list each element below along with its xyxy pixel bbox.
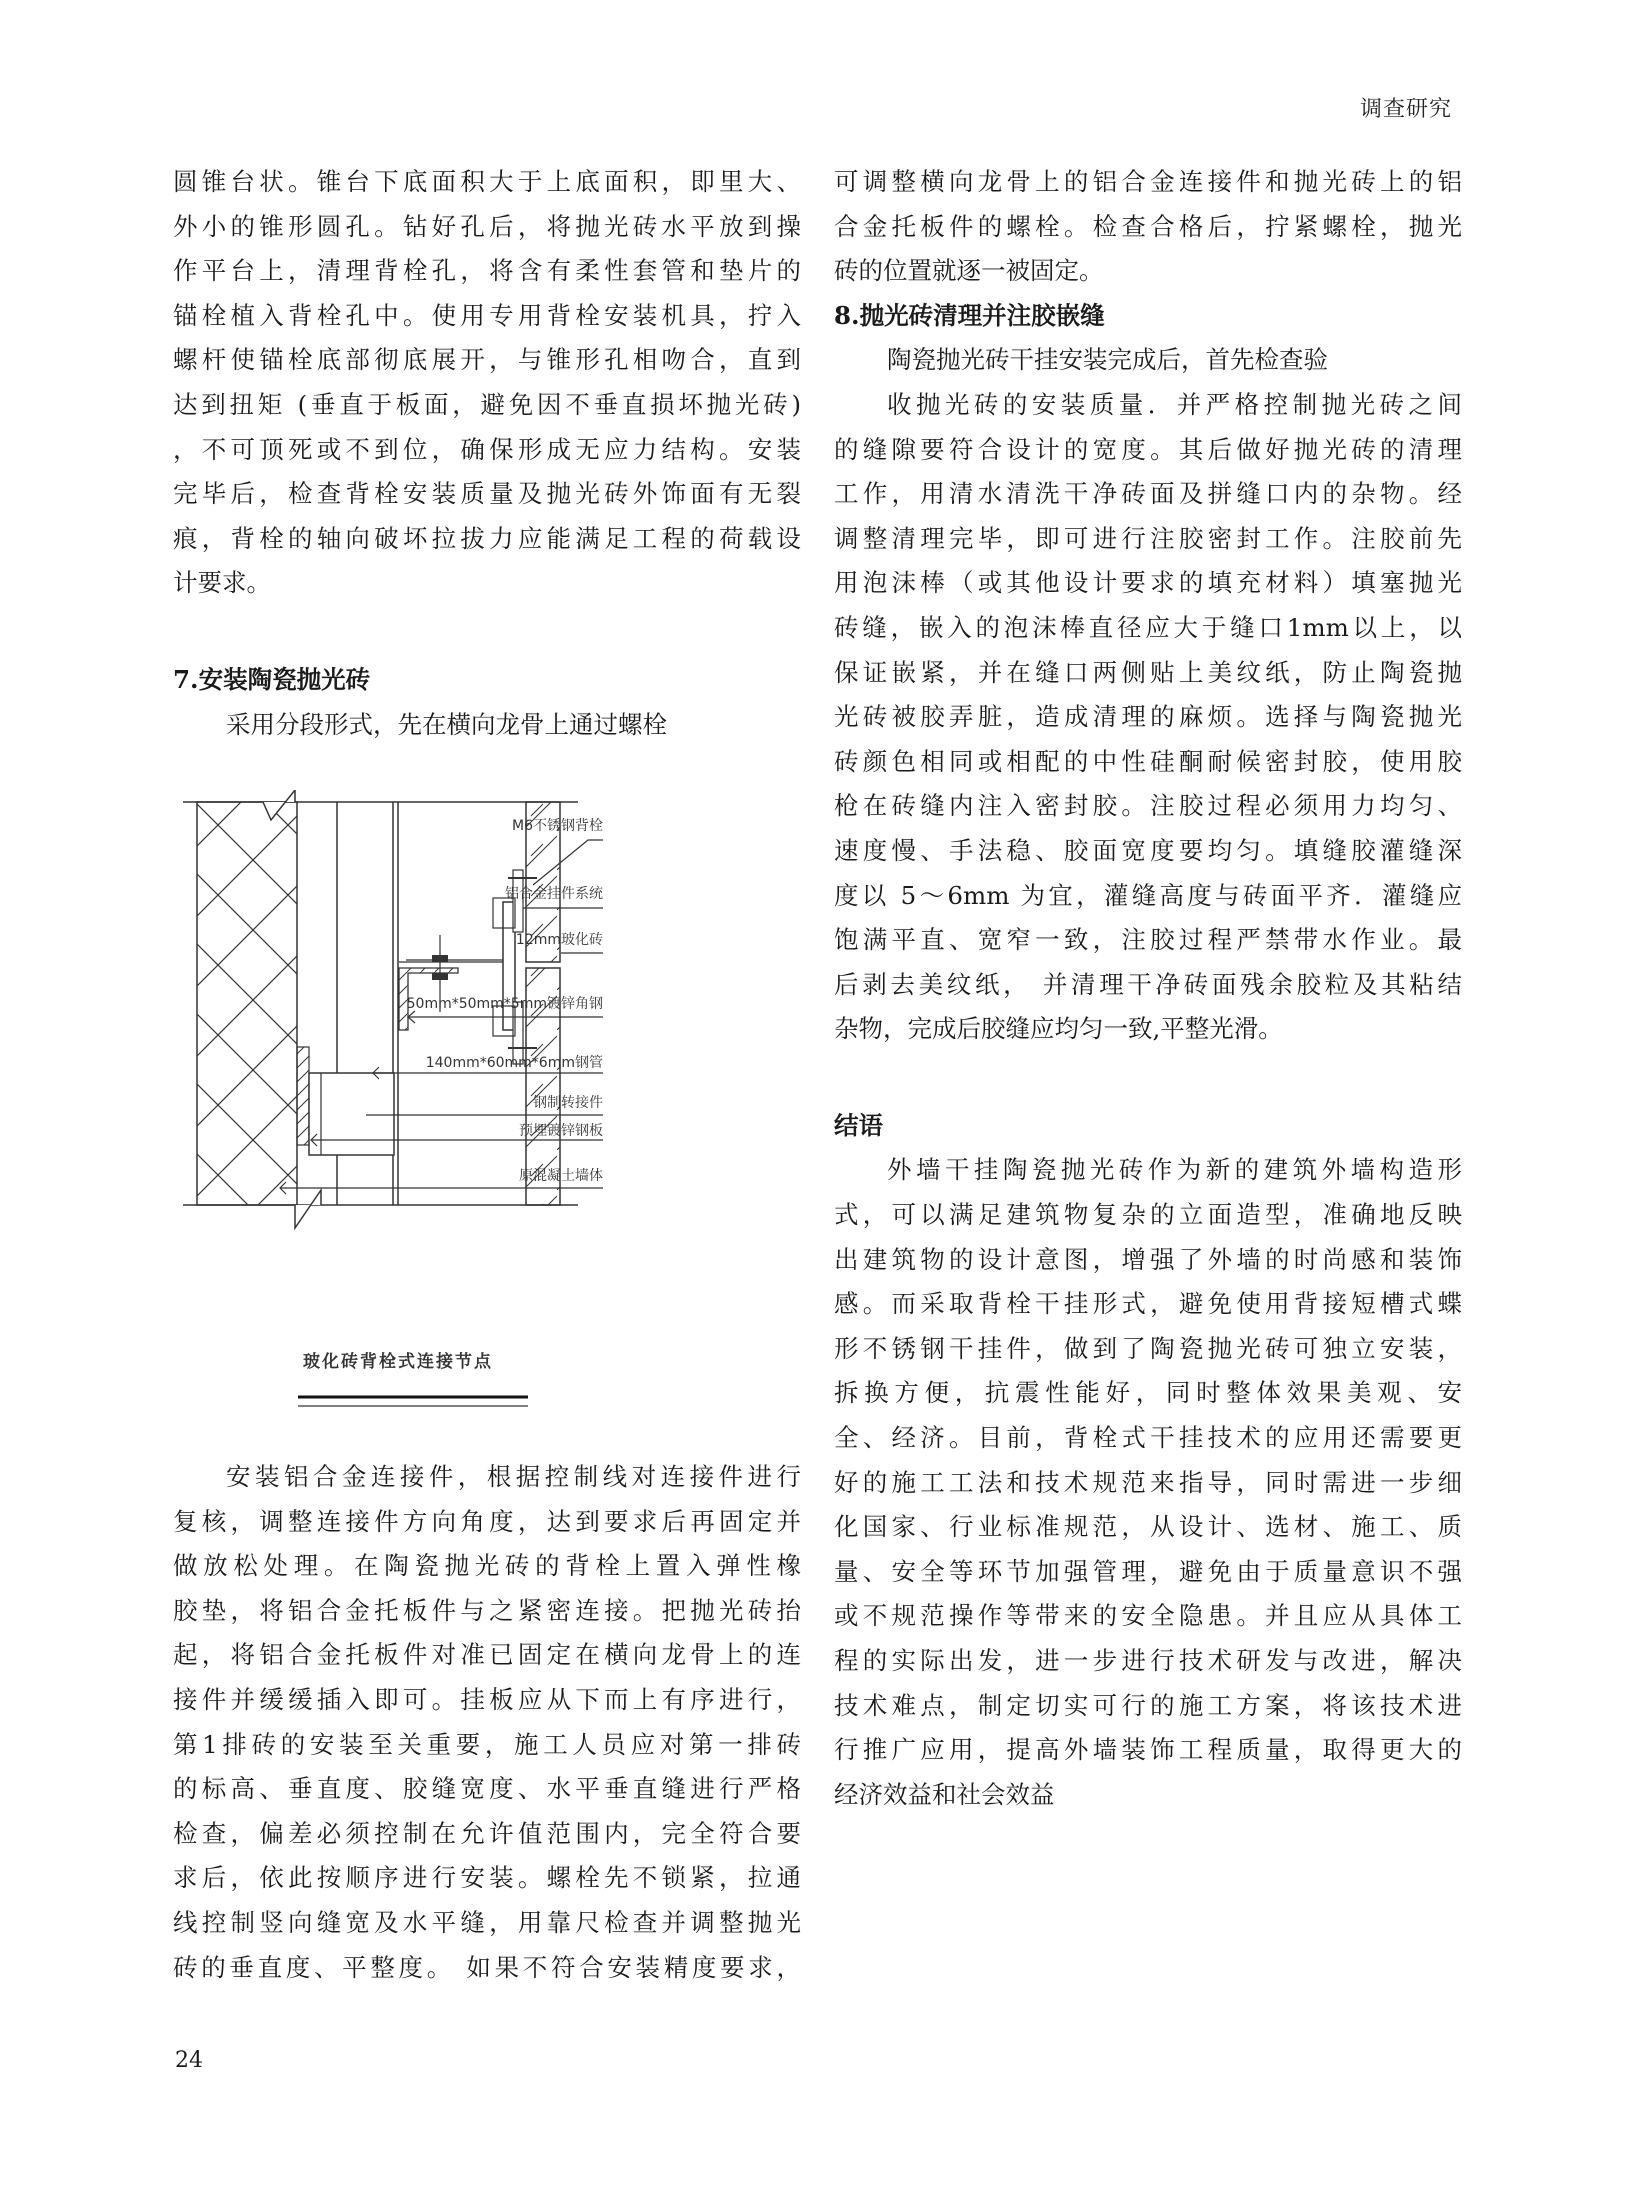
section-8-intro: 陶瓷抛光砖干挂安装完成后，首先检查验: [887, 345, 1328, 375]
text-line: 砖的垂直度、平整度。 如果不符合安装精度要求，: [173, 1952, 801, 1982]
right-column: [834, 160, 1462, 1817]
text-line: 安装铝合金连接件，根据控制线对连接件进行: [226, 1462, 801, 1491]
text-line: 出建筑物的设计意图，增强了外墙的时尚感和装饰: [834, 1244, 1462, 1274]
text-line: ，不可顶死或不到位，确保形成无应力结构。安装: [173, 434, 801, 464]
text-line: 光砖被胶弄脏，造成清理的麻烦。选择与陶瓷抛光: [834, 702, 1462, 732]
text-line: 计要求。: [173, 568, 271, 598]
text-line: 做放松处理。在陶瓷抛光砖的背栓上置入弹性橡: [173, 1551, 801, 1581]
conclusion-heading: 结语: [834, 1110, 883, 1140]
text-line: 工作，用清水清洗干净砖面及拼缝口内的杂物。经: [834, 479, 1462, 509]
text-line: 的标高、垂直度、胶缝宽度、水平垂直缝进行严格: [173, 1774, 801, 1804]
concrete-wall: [197, 802, 297, 1205]
label-12mm-tile: 12mm玻化砖: [515, 932, 603, 948]
text-line: 保证嵌紧，并在缝口两侧贴上美纹纸，防止陶瓷抛: [834, 657, 1462, 687]
text-line: 接件并缓缓插入即可。挂板应从下而上有序进行，: [173, 1684, 801, 1714]
text-line: 胶垫，将铝合金托板件与之紧密连接。把抛光砖抬: [173, 1595, 801, 1625]
text-line: 经济效益和社会效益: [834, 1779, 1055, 1809]
text-line: 后剥去美纹纸， 并清理干净砖面残余胶粒及其粘结: [834, 969, 1462, 999]
text-line: 合金托板件的螺栓。检查合格后，拧紧螺栓，抛光: [834, 211, 1462, 241]
text-line: 完毕后，检查背栓安装质量及抛光砖外饰面有无裂: [173, 479, 801, 509]
text-line: 可调整横向龙骨上的铝合金连接件和抛光砖上的铝: [834, 167, 1462, 196]
text-line: 程的实际出发，进一步进行技术研发与改进，解决: [834, 1646, 1462, 1675]
text-line: 拆换方便，抗震性能好，同时整体效果美观、安: [834, 1378, 1462, 1408]
text-line: 杂物，完成后胶缝应均匀一致,平整光滑。: [834, 1014, 1283, 1044]
text-line: 砖颜色相同或相配的中性硅酮耐候密封胶，使用胶: [834, 746, 1462, 776]
text-line: 感。而采取背栓干挂形式，避免使用背接短槽式蝶: [834, 1289, 1462, 1319]
text-line: 起，将铝合金托板件对准已固定在横向龙骨上的连: [173, 1640, 801, 1670]
text-line: 痕，背栓的轴向破坏拉拔力应能满足工程的荷载设: [173, 523, 801, 553]
label-steel-adapter: 钢制转接件: [533, 1095, 603, 1111]
label-concrete-wall: 原混凝土墙体: [519, 1168, 603, 1184]
connection-detail-figure: [183, 790, 603, 1420]
steel-adapter: [309, 1073, 394, 1155]
text-line: 达到扭矩 (垂直于板面，避免因不垂直损坏抛光砖): [173, 389, 801, 419]
section-8-heading: 8.抛光砖清理并注胶嵌缝: [834, 300, 1105, 330]
left-column-top: [173, 160, 801, 747]
text-line: 第1排砖的安装至关重要，施工人员应对第一排砖: [173, 1729, 801, 1759]
embedded-plate: [297, 1047, 309, 1145]
text-line: 砖缝，嵌入的泡沫棒直径应大于缝口1mm以上，以: [834, 612, 1462, 642]
label-angle-steel: 50mm*50mm*5mm镀锌角钢: [406, 996, 603, 1012]
label-aluminium-hanger: 铝合金挂件系统: [505, 886, 603, 902]
paragraph-back-bolt-install: [173, 160, 801, 606]
text-line: 螺杆使锚栓底部彻底展开，与锥形孔相吻合，直到: [173, 345, 801, 375]
text-line: 锚栓植入背栓孔中。使用专用背栓安装机具，拧入: [173, 300, 801, 330]
running-header: 调查研究: [1359, 97, 1452, 122]
label-embedded-plate: 预埋镀锌钢板: [519, 1123, 603, 1139]
section-7-intro: 采用分段形式，先在横向龙骨上通过螺栓: [226, 709, 667, 739]
text-line: 形不锈钢干挂件，做到了陶瓷抛光砖可独立安装，: [834, 1333, 1462, 1363]
text-line: 好的施工工法和技术规范来指导，同时需进一步细: [834, 1467, 1462, 1497]
text-line: 度以 5～6mm 为宜，灌缝高度与砖面平齐．灌缝应: [834, 880, 1462, 910]
text-line: 饱满平直、宽窄一致，注胶过程严禁带水作业。最: [834, 925, 1462, 955]
text-line: 全、经济。目前，背栓式干挂技术的应用还需要更: [834, 1423, 1462, 1453]
text-line: 外墙干挂陶瓷抛光砖作为新的建筑外墙构造形: [887, 1155, 1462, 1185]
text-line: 速度慢、手法稳、胶面宽度要均匀。填缝胶灌缝深: [834, 835, 1462, 865]
text-line: 用泡沫棒（或其他设计要求的填充材料）填塞抛光: [834, 568, 1462, 598]
section-7-heading: 7.安装陶瓷抛光砖: [173, 664, 371, 694]
text-line: 线控制竖向缝宽及水平缝，用靠尺检查并调整抛光: [173, 1907, 801, 1937]
text-line: 化国家、行业标准规范，从设计、选材、施工、质: [834, 1512, 1462, 1542]
text-line: 量、安全等环节加强管理，避免由于质量意识不强: [834, 1556, 1462, 1586]
page-number: 24: [175, 2048, 203, 2073]
label-m6-back-bolt: M6不锈钢背栓: [512, 818, 603, 834]
text-line: 外小的锥形圆孔。钻好孔后，将抛光砖水平放到操: [173, 211, 801, 241]
text-line: 圆锥台状。锥台下底面积大于上底面积，即里大、: [173, 167, 801, 196]
text-line: 式，可以满足建筑物复杂的立面造型，准确地反映: [834, 1200, 1462, 1230]
break-mark-bottom: [295, 1190, 321, 1228]
text-line: 行推广应用，提高外墙装饰工程质量，取得更大的: [834, 1735, 1462, 1765]
figure-caption: 玻化砖背栓式连接节点: [303, 1352, 493, 1372]
left-column-bottom: [173, 1455, 801, 1990]
text-line: 或不规范操作等带来的安全隐患。并且应从具体工: [834, 1601, 1462, 1631]
text-line: 作平台上，清理背栓孔，将含有柔性套管和垫片的: [173, 256, 801, 286]
text-line: 收抛光砖的安装质量．并严格控制抛光砖之间: [887, 389, 1462, 419]
text-line: 调整清理完毕，即可进行注胶密封工作。注胶前先: [834, 523, 1462, 553]
label-steel-tube: 140mm*60mm*6mm钢管: [425, 1055, 603, 1071]
text-line: 砖的位置就逐一被固定。: [834, 256, 1104, 286]
text-line: 求后，依此按顺序进行安装。螺栓先不锁紧，拉通: [173, 1863, 801, 1893]
text-line: 的缝隙要符合设计的宽度。其后做好抛光砖的清理: [834, 434, 1462, 464]
text-line: 复核，调整连接件方向角度，达到要求后再固定并: [173, 1506, 801, 1536]
text-line: 枪在砖缝内注入密封胶。注胶过程必须用力均匀、: [834, 791, 1462, 821]
text-line: 检查，偏差必须控制在允许值范围内，完全符合要: [173, 1818, 801, 1848]
text-line: 技术难点，制定切实可行的施工方案，将该技术进: [834, 1690, 1462, 1720]
